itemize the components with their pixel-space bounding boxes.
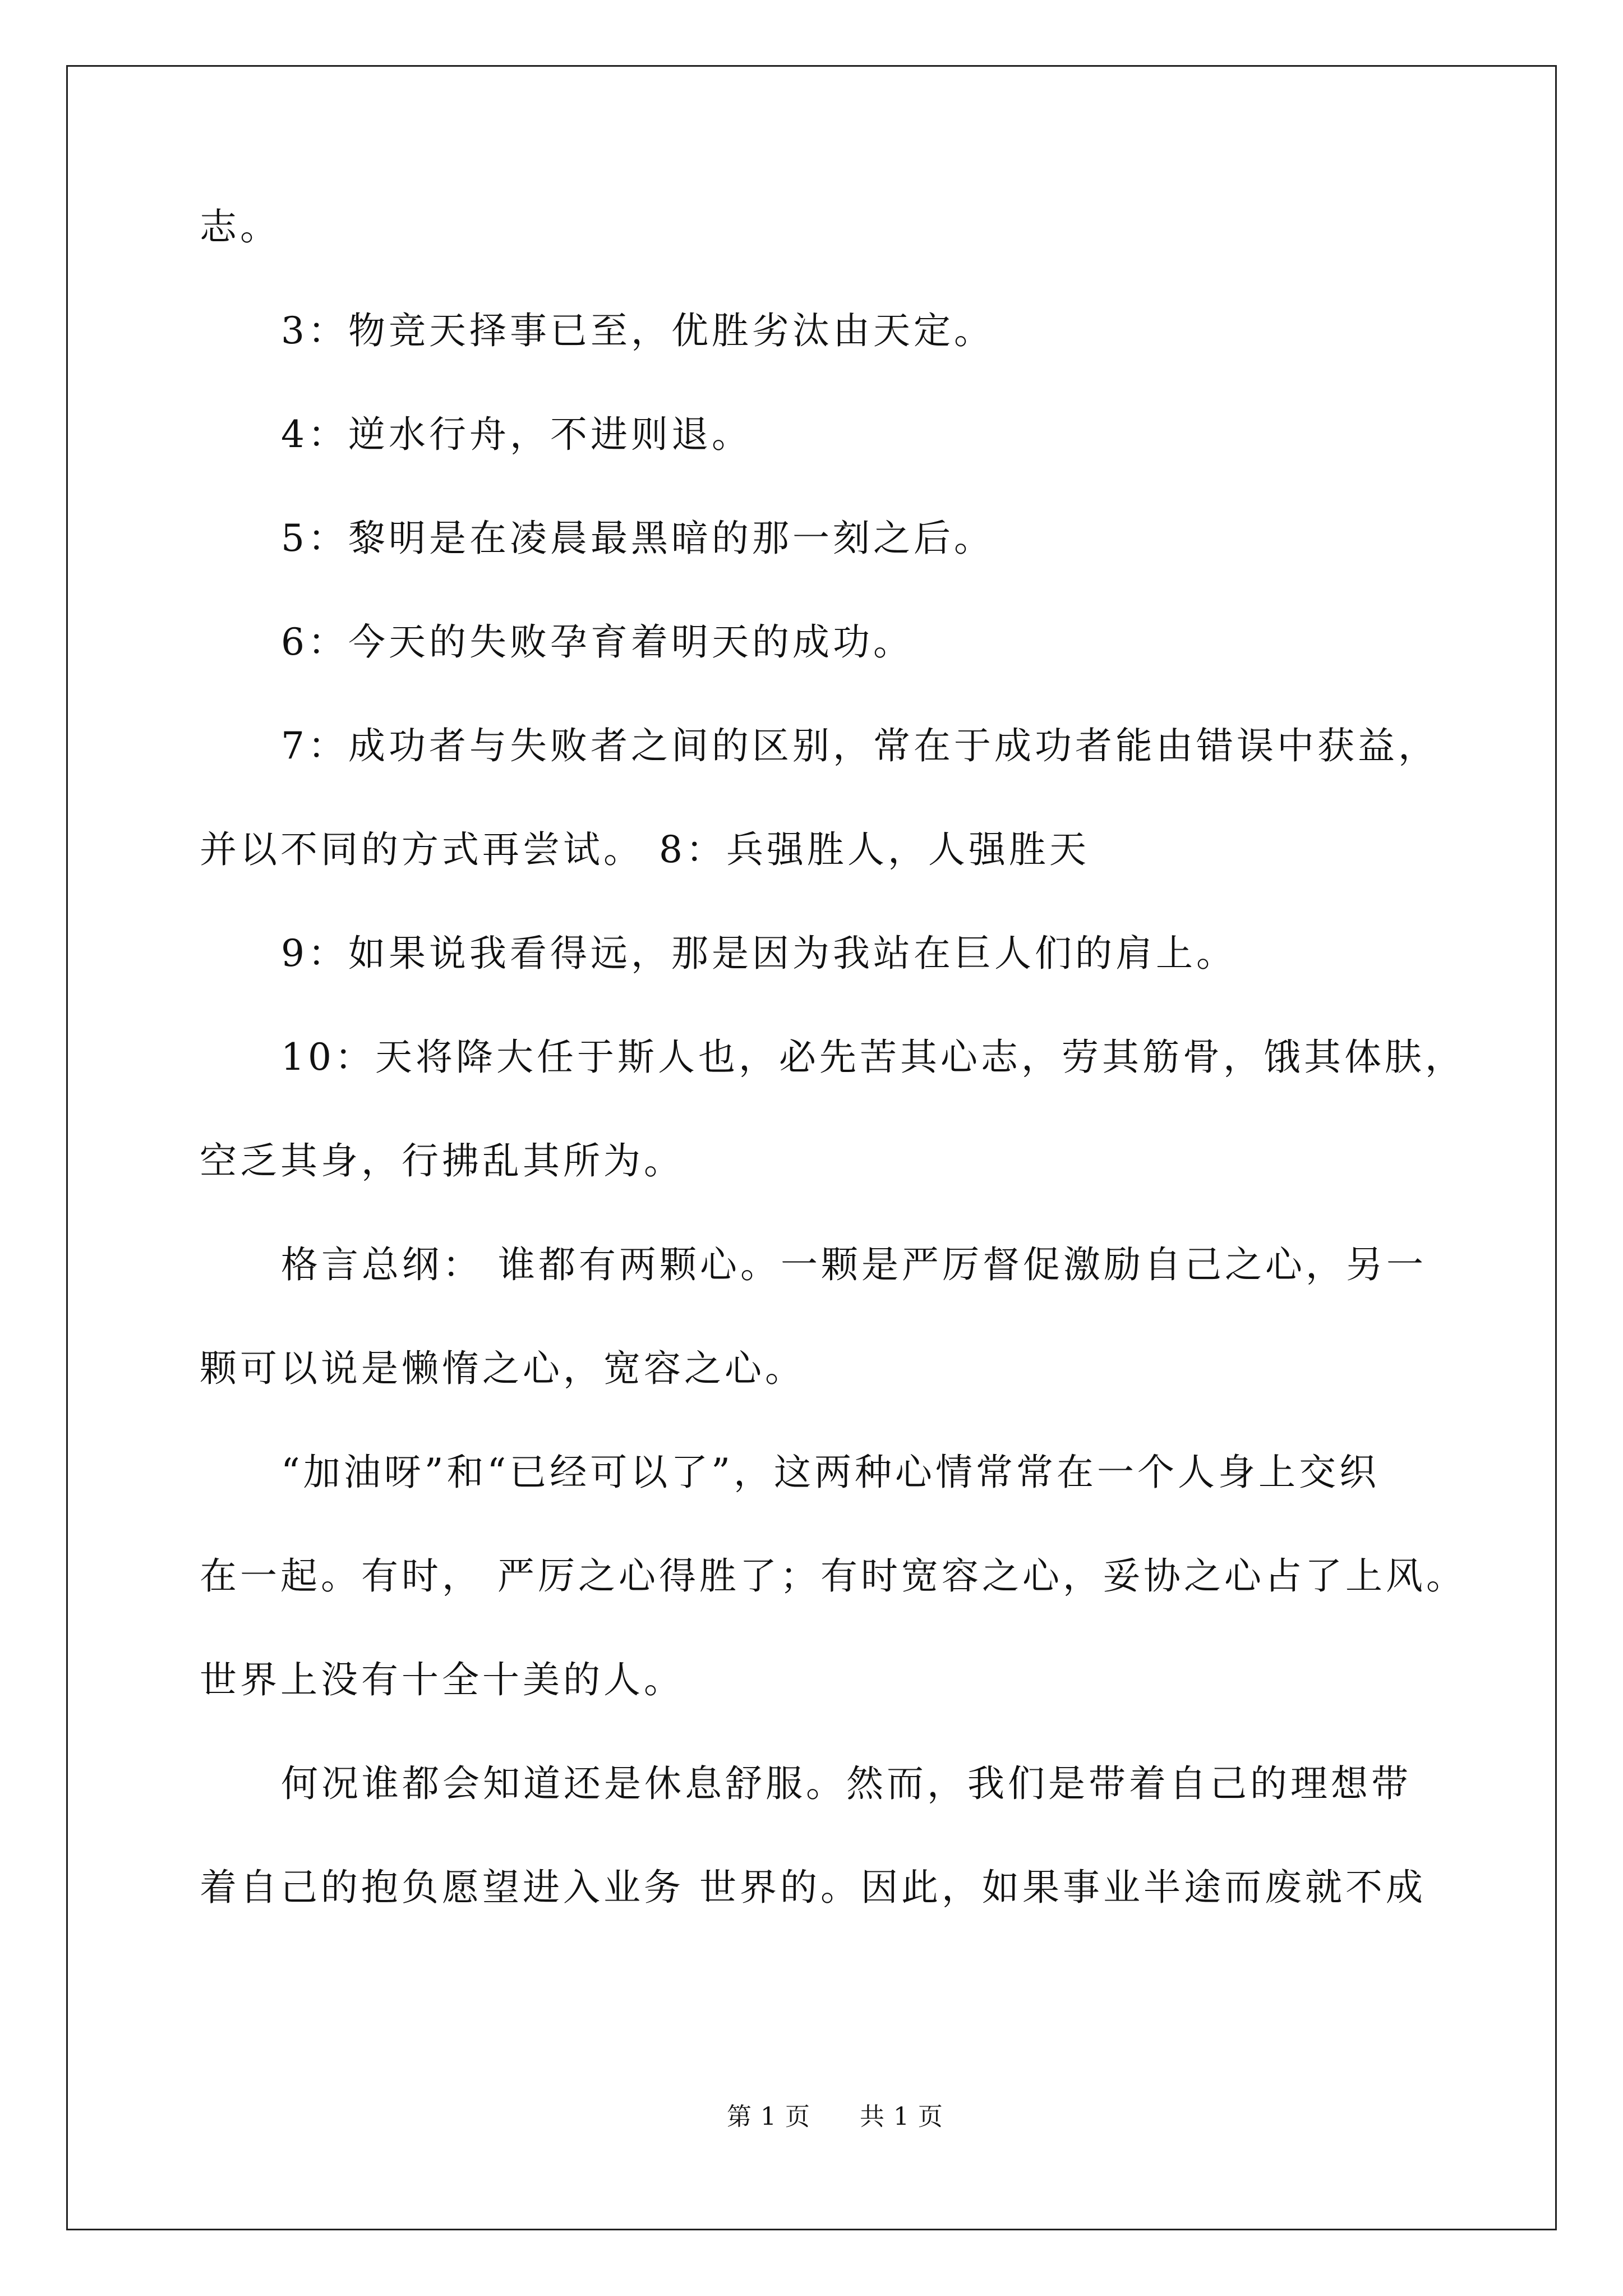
text-line: 7：成功者与失败者之间的区别，常在于成功者能由错误中获益， [281,724,1438,767]
text-line: 在一起。有时， 严厉之心得胜了；有时宽容之心，妥协之心占了上风。 [200,1554,1467,1598]
text-line: 9：如果说我看得远，那是因为我站在巨人们的肩上。 [281,932,1237,975]
total-pages: 共 1 页 [859,2102,943,2131]
text-line: 6：今天的失败孕育着明天的成功。 [281,620,914,664]
text-line: 并以不同的方式再尝试。 8：兵强胜人，人强胜天 [200,828,1090,871]
text-line: 格言总纲： 谁都有两颗心。一颗是严厉督促激励自己之心，另一 [281,1243,1427,1286]
text-line: 4：逆水行舟，不进则退。 [281,413,752,456]
text-line: 着自己的抱负愿望进入业务 世界的。因此，如果事业半途而废就不成 [200,1866,1426,1909]
text-line: 空乏其身，行拂乱其所为。 [200,1139,684,1182]
text-line: 世界上没有十全十美的人。 [200,1658,684,1701]
text-line: “加油呀”和“已经可以了”，这两种心情常常在一个人身上交织 [281,1451,1380,1494]
text-line: 何况谁都会知道还是休息舒服。然而，我们是带着自己的理想带 [281,1762,1412,1805]
text-line: 3：物竞天择事已至，优胜劣汰由天定。 [281,309,994,352]
text-line: 5：黎明是在凌晨最黑暗的那一刻之后。 [281,517,994,560]
page-footer [727,2102,943,2131]
page-number: 第 1 页 [727,2102,810,2131]
text-line: 志。 [200,205,280,249]
text-line: 10：天将降大任于斯人也，必先苦其心志，劳其筋骨，饿其体肤， [281,1036,1465,1079]
text-line: 颗可以说是懒惰之心，宽容之心。 [200,1347,805,1390]
